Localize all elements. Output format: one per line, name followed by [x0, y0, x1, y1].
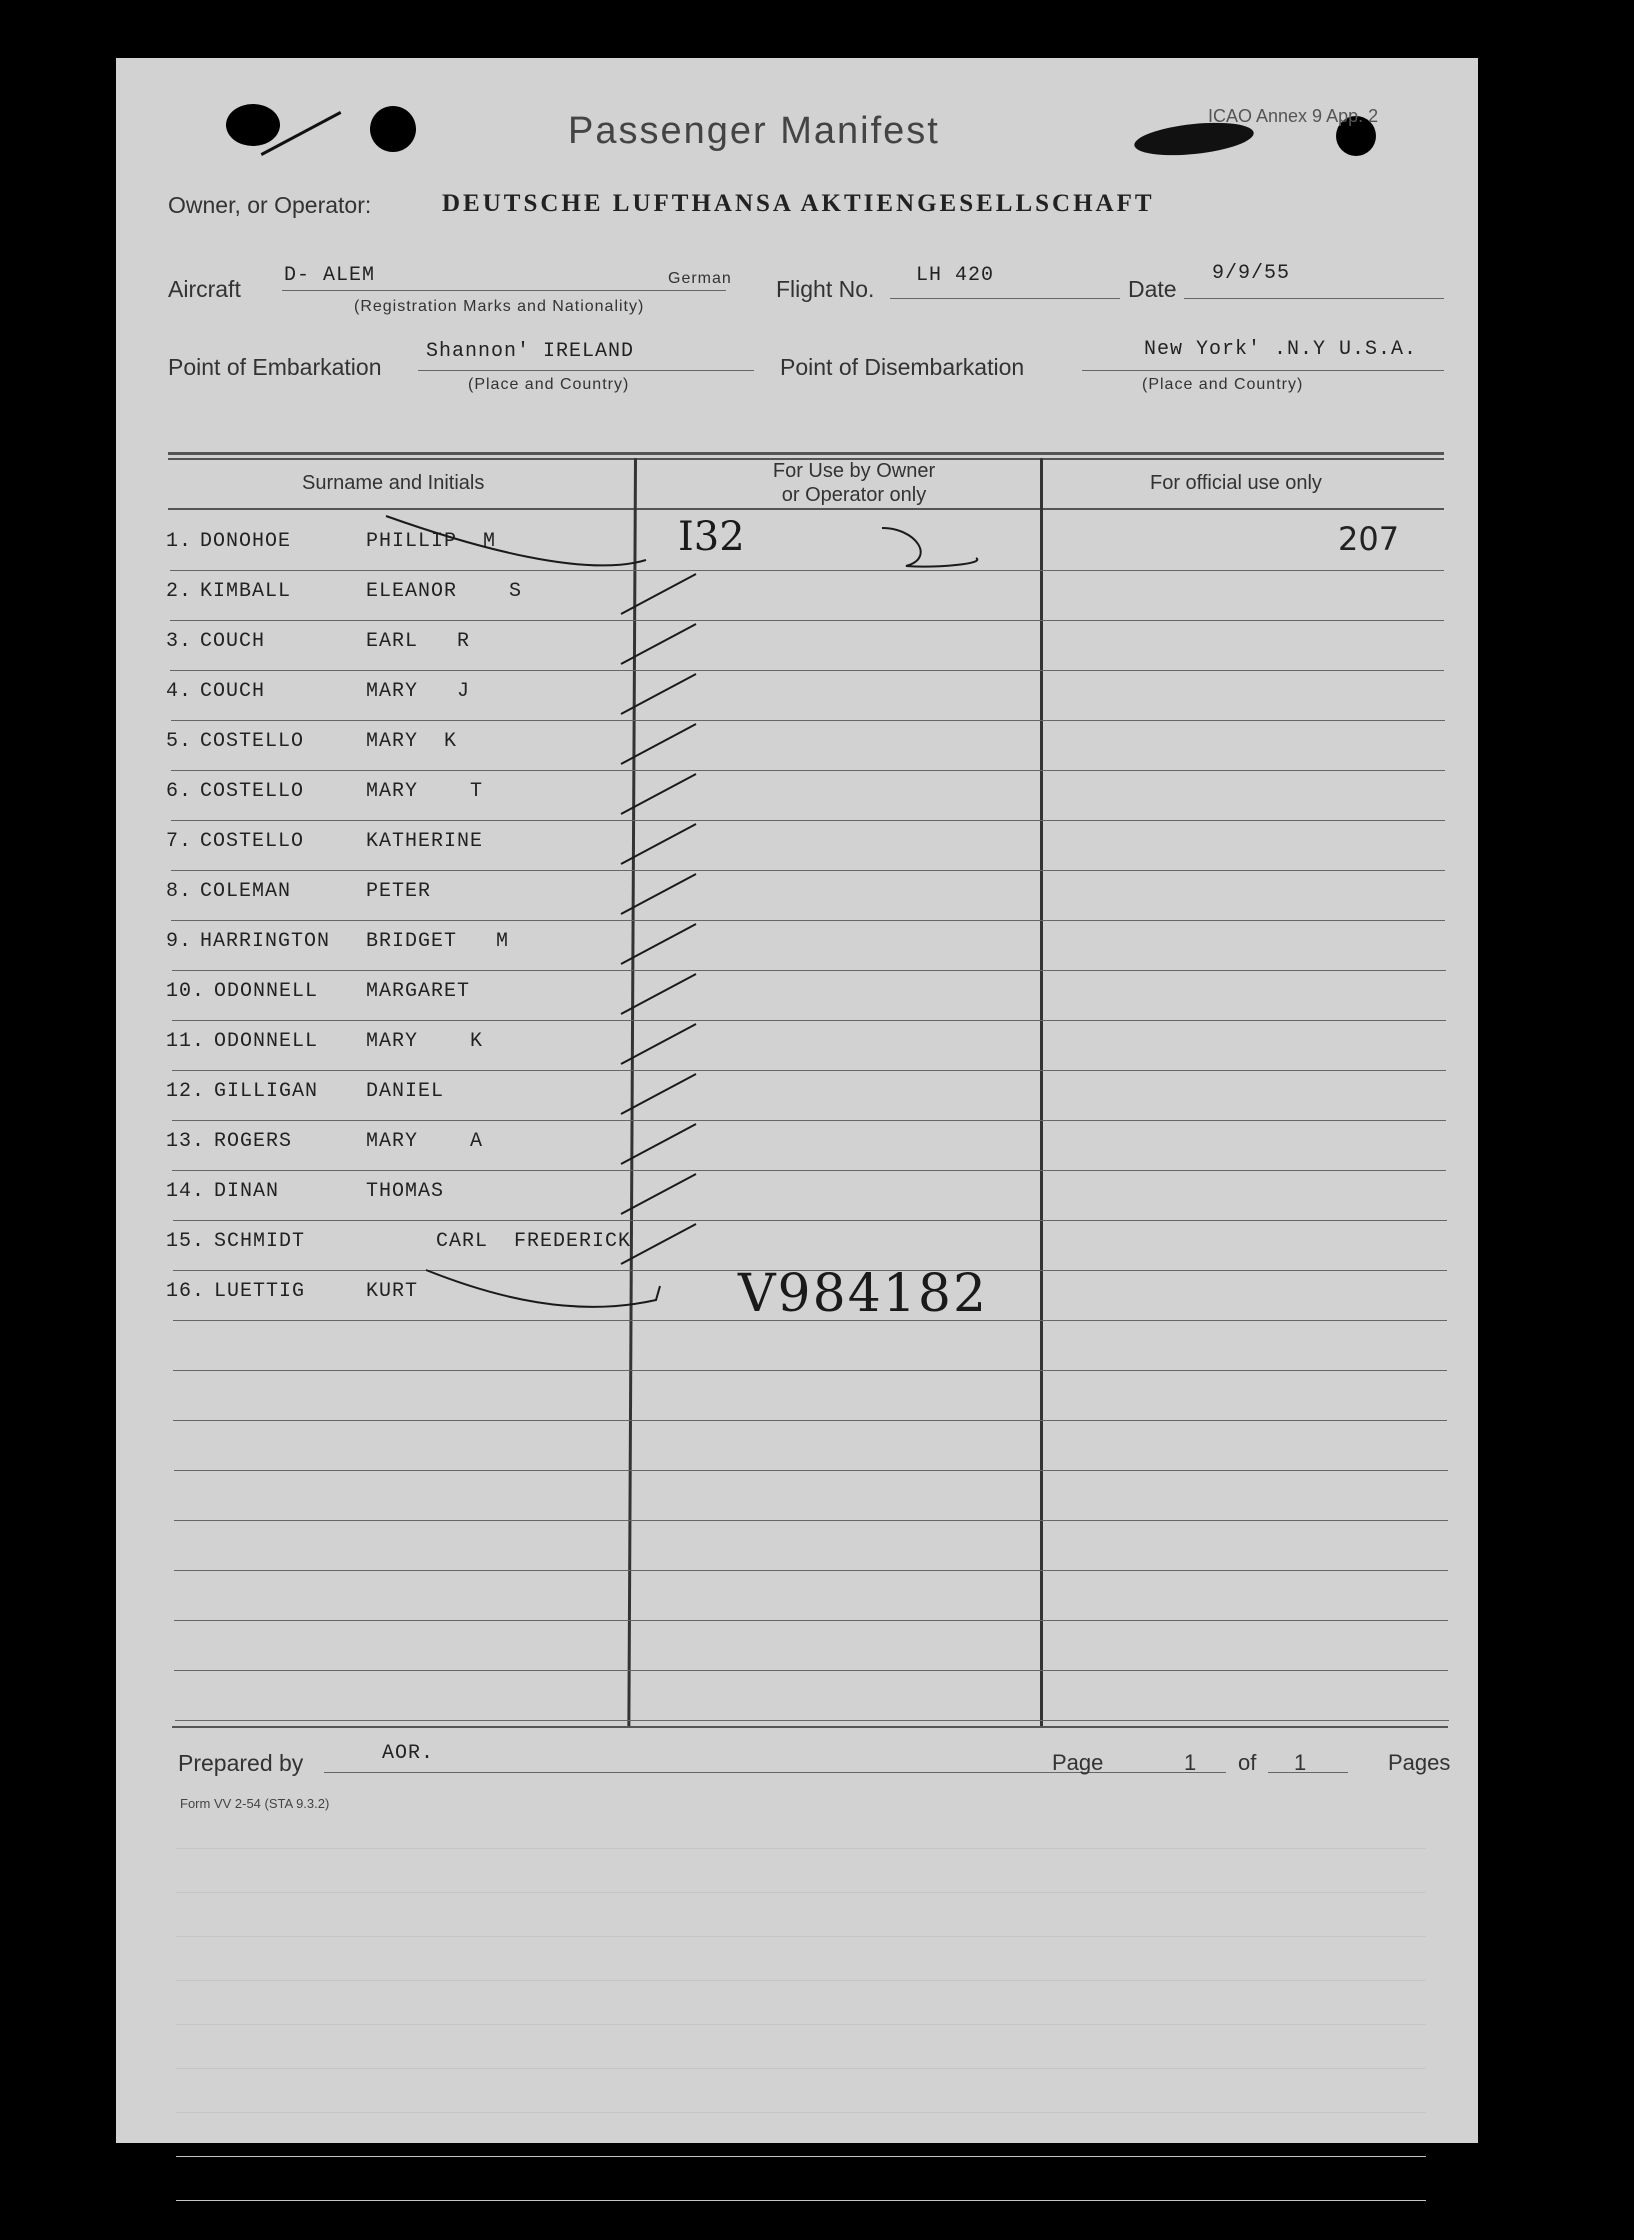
flight-label: Flight No.	[776, 276, 875, 302]
checkmark-13	[621, 1124, 696, 1164]
faint-rule	[176, 2112, 1426, 2113]
form-number: Form VV 2-54 (STA 9.3.2)	[180, 1796, 330, 1811]
disembarkation-value: New York' .N.Y U.S.A.	[1144, 338, 1418, 361]
official-number: 207	[1338, 520, 1400, 558]
checkmark-3	[621, 624, 696, 664]
passenger-surname: ODONNELL	[214, 1030, 319, 1053]
col-surname-header: Surname and Initials	[302, 472, 485, 494]
embarkation-label: Point of Embarkation	[168, 354, 382, 380]
row-number: 6.	[166, 780, 193, 803]
passenger-given-name: ELEANOR S	[366, 580, 523, 603]
owner-label: Owner, or Operator:	[168, 192, 372, 218]
faint-rule	[176, 2024, 1426, 2025]
row-number: 7.	[166, 830, 193, 853]
checkmark-2	[621, 574, 696, 614]
manifest-page	[116, 58, 1478, 2143]
row-number: 1.	[166, 530, 193, 553]
passenger-surname: DONOHOE	[200, 530, 292, 553]
row-rule	[174, 1570, 1448, 1571]
of-value: 1	[1294, 1750, 1307, 1775]
row-number: 10.	[166, 980, 206, 1003]
passenger-given-name: EARL R	[366, 630, 471, 653]
passenger-surname: COSTELLO	[200, 780, 305, 803]
passenger-surname: ODONNELL	[214, 980, 319, 1003]
passenger-surname: DINAN	[214, 1180, 280, 1203]
prepared-by-value: AOR.	[382, 1742, 435, 1765]
checkmark-7	[621, 824, 696, 864]
passenger-surname: COUCH	[200, 680, 266, 703]
faint-rule	[176, 2200, 1426, 2201]
checkmark-11	[621, 1024, 696, 1064]
passenger-surname: COSTELLO	[200, 830, 305, 853]
page-underline	[1108, 1772, 1226, 1773]
flight-value: LH 420	[916, 264, 995, 287]
aircraft-nationality: German	[668, 270, 732, 287]
faint-rule	[176, 2156, 1426, 2157]
faint-rule	[176, 1936, 1426, 1937]
checkmark-8	[621, 874, 696, 914]
icao-reference: ICAO Annex 9 App. 2	[1208, 106, 1379, 126]
table-bottom-rule	[172, 1726, 1448, 1728]
passenger-given-name: MARY K	[366, 1030, 484, 1053]
handwritten-operator-number-bottom: V984182	[738, 1264, 989, 1324]
disembarkation-label: Point of Disembarkation	[780, 354, 1025, 380]
row-rule	[174, 1620, 1448, 1621]
owner-value: DEUTSCHE LUFTHANSA AKTIENGESELLSCHAFT	[442, 190, 1155, 217]
passenger-surname: HARRINGTON	[200, 930, 331, 953]
row-number: 2.	[166, 580, 193, 603]
passenger-given-name: THOMAS	[366, 1180, 445, 1203]
row-rule	[174, 1470, 1448, 1471]
checkmark-10	[621, 974, 696, 1014]
of-underline	[1268, 1772, 1348, 1773]
row-number: 8.	[166, 880, 193, 903]
of-label: of	[1238, 1750, 1257, 1775]
passenger-given-name: MARY K	[366, 730, 458, 753]
row-number: 15.	[166, 1230, 206, 1253]
faint-rule	[176, 1848, 1426, 1849]
aircraft-label: Aircraft	[168, 276, 241, 302]
checkmark-14	[621, 1174, 696, 1214]
handwritten-operator-number-top: I32	[678, 514, 745, 560]
row-rule	[174, 1520, 1448, 1521]
prepared-by-underline	[324, 1772, 1162, 1773]
passenger-given-name: KURT	[366, 1280, 419, 1303]
passenger-given-name: KATHERINE	[366, 830, 484, 853]
row-number: 14.	[166, 1180, 206, 1203]
col-official-header: For official use only	[1150, 472, 1322, 494]
passenger-surname: COLEMAN	[200, 880, 292, 903]
row-number: 11.	[166, 1030, 206, 1053]
checkmark-4	[621, 674, 696, 714]
disembarkation-caption: (Place and Country)	[1142, 376, 1304, 393]
page-value: 1	[1184, 1750, 1197, 1775]
embarkation-value: Shannon' IRELAND	[426, 340, 635, 363]
date-label: Date	[1128, 276, 1177, 302]
passenger-given-name: MARY J	[366, 680, 471, 703]
faint-rule	[176, 1980, 1426, 1981]
date-value: 9/9/55	[1212, 262, 1291, 285]
row-number: 4.	[166, 680, 193, 703]
document-title: Passenger Manifest	[568, 110, 940, 152]
col-operator-header-1: For Use by Owner	[772, 460, 936, 482]
row-number: 13.	[166, 1130, 206, 1153]
prepared-by-label: Prepared by	[178, 1750, 304, 1776]
checkmark-5	[621, 724, 696, 764]
pages-label: Pages	[1388, 1750, 1451, 1775]
passenger-surname: COUCH	[200, 630, 266, 653]
checkmark-9	[621, 924, 696, 964]
faint-rule	[176, 1892, 1426, 1893]
row-number: 5.	[166, 730, 193, 753]
embarkation-caption: (Place and Country)	[468, 376, 630, 393]
passenger-surname: LUETTIG	[214, 1280, 306, 1303]
operator-checkmarks	[116, 58, 1478, 1458]
passenger-given-name: PETER	[366, 880, 432, 903]
row-rule	[175, 1720, 1449, 1721]
row-number: 16.	[166, 1280, 206, 1303]
passenger-surname: ROGERS	[214, 1130, 293, 1153]
passenger-surname: KIMBALL	[200, 580, 292, 603]
passenger-given-name: CARL FREDERICK	[436, 1230, 632, 1253]
aircraft-value: D- ALEM	[284, 264, 376, 287]
row-number: 9.	[166, 930, 193, 953]
checkmark-12	[621, 1074, 696, 1114]
registration-caption: (Registration Marks and Nationality)	[354, 298, 645, 315]
passenger-surname: SCHMIDT	[214, 1230, 306, 1253]
row-rule	[174, 1670, 1448, 1671]
checkmark-6	[621, 774, 696, 814]
passenger-given-name: MARGARET	[366, 980, 471, 1003]
passenger-given-name: BRIDGET M	[366, 930, 510, 953]
passenger-given-name: MARY A	[366, 1130, 484, 1153]
passenger-given-name: PHILLIP M	[366, 530, 497, 553]
row-number: 12.	[166, 1080, 206, 1103]
passenger-surname: COSTELLO	[200, 730, 305, 753]
checkmark-15	[621, 1224, 696, 1264]
col-operator-header-2: or Operator only	[781, 484, 927, 506]
passenger-given-name: MARY T	[366, 780, 484, 803]
page-label: Page	[1052, 1750, 1104, 1775]
passenger-surname: GILLIGAN	[214, 1080, 319, 1103]
row-number: 3.	[166, 630, 193, 653]
faint-rule	[176, 2068, 1426, 2069]
passenger-given-name: DANIEL	[366, 1080, 445, 1103]
